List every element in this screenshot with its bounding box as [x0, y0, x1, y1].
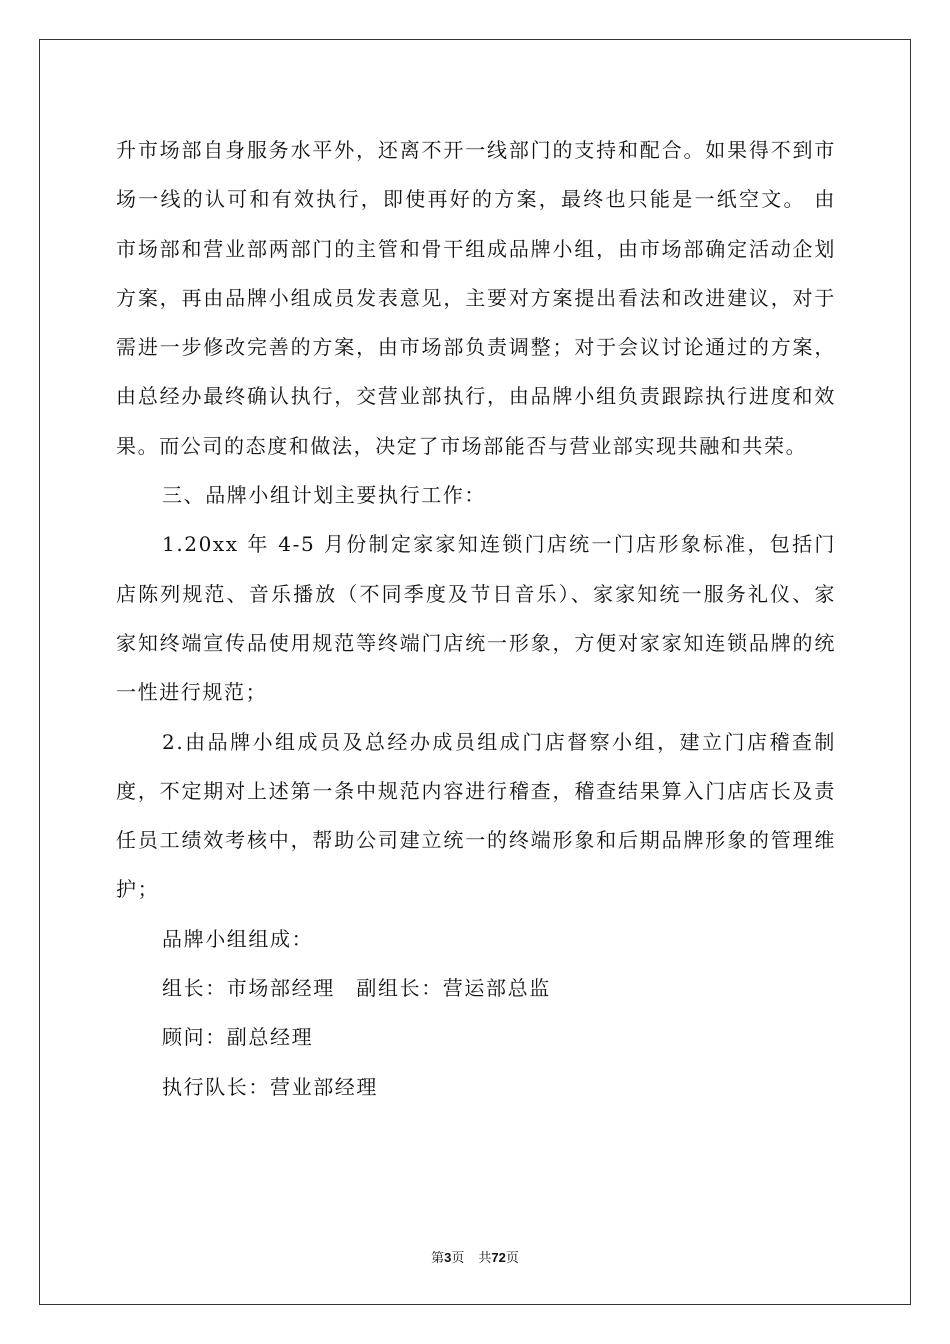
footer-prefix: 第 — [431, 1251, 445, 1266]
section-heading: 三、品牌小组计划主要执行工作： — [162, 483, 486, 508]
current-page-number: 3 — [444, 1250, 452, 1265]
page-footer — [0, 1247, 950, 1266]
paragraph: 组长：市场部经理 副组长：营运部总监 — [162, 976, 551, 1001]
footer-total-suffix: 页 — [505, 1251, 519, 1266]
paragraph: 2.由品牌小组成员及总经办成员组成门店督察小组，建立门店稽查制度，不定期对上述第一条中规范内容进行稽查，稽查结果算入门店店长及责任员工绩效考核中，帮助公司建立统一的终端形象和后期品牌形象的管理维护； — [116, 729, 836, 902]
paragraph: 品牌小组组成： — [162, 926, 314, 951]
footer-total-prefix: 共 — [478, 1251, 492, 1266]
paragraph: 顾问：副总经理 — [162, 1025, 314, 1050]
total-pages-number: 72 — [491, 1250, 506, 1265]
paragraph: 1.20xx 年 4-5 月份制定家家知连锁门店统一门店形象标准，包括门店陈列规范、音乐播放（不同季度及节日音乐）、家家知统一服务礼仪、家家知终端宣传品使用规范等终端门店统一形象，方便对家家知连锁品牌的统一性进行规范； — [116, 532, 836, 705]
paragraph: 升市场部自身服务水平外，还离不开一线部门的支持和配合。如果得不到市场一线的认可和有效执行，即使再好的方案，最终也只能是一纸空文。 由市场部和营业部两部门的主管和骨干组成品牌小组，由市场部确定活动企划方案，再由品牌小组成员发表意见，主要对方案提出看法和改进建议，对于需进一步修改完善的方案，由市场部负责调整；对于会议讨论通过的方案，由总经办最终确认执行，交营业部执行，由品牌小组负责跟踪执行进度和效果。而公司的态度和做法，决定了市场部能否与营业部实现共融和共荣。 — [116, 138, 836, 458]
paragraph: 执行队长：营业部经理 — [162, 1074, 378, 1099]
footer-page-word: 页 — [451, 1251, 465, 1266]
document-body — [116, 126, 836, 1112]
